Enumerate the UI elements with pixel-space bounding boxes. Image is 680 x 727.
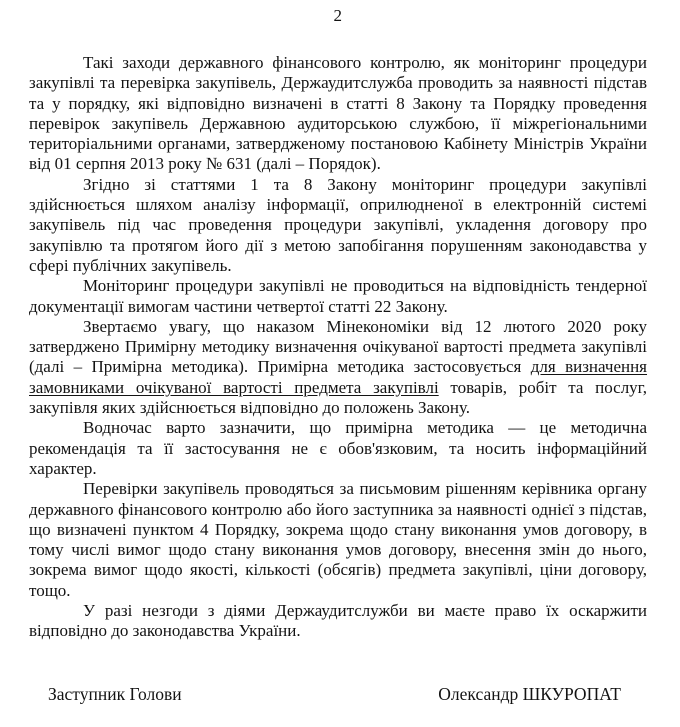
paragraph-methodology-note: Водночас варто зазначити, що примірна методика — це методична рекомендація та її застосування не є обов'язковим, та носить інформаційний характер. — [29, 418, 647, 478]
signature-block — [29, 684, 647, 705]
paragraph-methodology — [29, 317, 647, 418]
underlined-passage: для визначення замовниками очікуваної вартості предмета закупівлі — [29, 357, 648, 397]
paragraph-monitoring-measures: Такі заходи державного фінансового контролю, як моніторинг процедури закупівлі та перевірка закупівель, Держаудитслужба проводить за наявності підстав та у порядку, які відповідно визначені в статті 8 Закону та Порядку проведення перевірок закупівель Державною аудиторською службою, її міжрегіональними територіальними органами, затвердженому постановою Кабінету Міністрів України від 01 серпня 2013 року № 631 (далі – Порядок). — [29, 53, 647, 174]
page-number: 2 — [333, 6, 343, 25]
paragraph-inspections: Перевірки закупівель проводяться за письмовим рішенням керівника органу державного фінансового контролю або його заступника за наявності однієї з підстав, що визначені пунктом 4 Порядку, зокрема щодо стану виконання умов договору, в тому числі вимог щодо стану виконання умов договору, внесення змін до нього, зокрема вимог щодо якості, кількості (обсягів) предмета закупівлі, ціни договору, тощо. — [29, 479, 647, 600]
paragraph-methodology-lead: Звертаємо увагу, що наказом Мінекономіки від 12 лютого 2020 року затверджено Примірну методику визначення очікуваної вартості предмета закупівлі (далі – Примірна методика). Примірна методика застосовується — [29, 316, 647, 377]
paragraph-monitoring-procedure: Згідно зі статтями 1 та 8 Закону моніторинг процедури закупівлі здійснюється шляхом аналізу інформації, оприлюдненої в електронній системі закупівель під час проведення процедури закупівлі, укладення договору про закупівлю та протягом його дії з метою запобігання порушенням законодавства у сфері публічних закупівель. — [29, 174, 647, 275]
document-body — [29, 53, 647, 642]
signature-name: Олександр ШКУРОПАТ — [438, 683, 621, 704]
paragraph-methodology-tail: товарів, робіт та послуг, закупівля яких здійснюється відповідно до положень Закону. — [29, 377, 647, 418]
signature-position: Заступник Голови — [48, 683, 182, 704]
paragraph-monitoring-exception: Моніторинг процедури закупівлі не проводиться на відповідність тендерної документації вимогам частини четвертої статті 22 Закону. — [29, 276, 647, 316]
paragraph-appeal-right: У разі незгоди з діями Держаудитслужби ви маєте право їх оскаржити відповідно до законодавства України. — [29, 601, 647, 641]
